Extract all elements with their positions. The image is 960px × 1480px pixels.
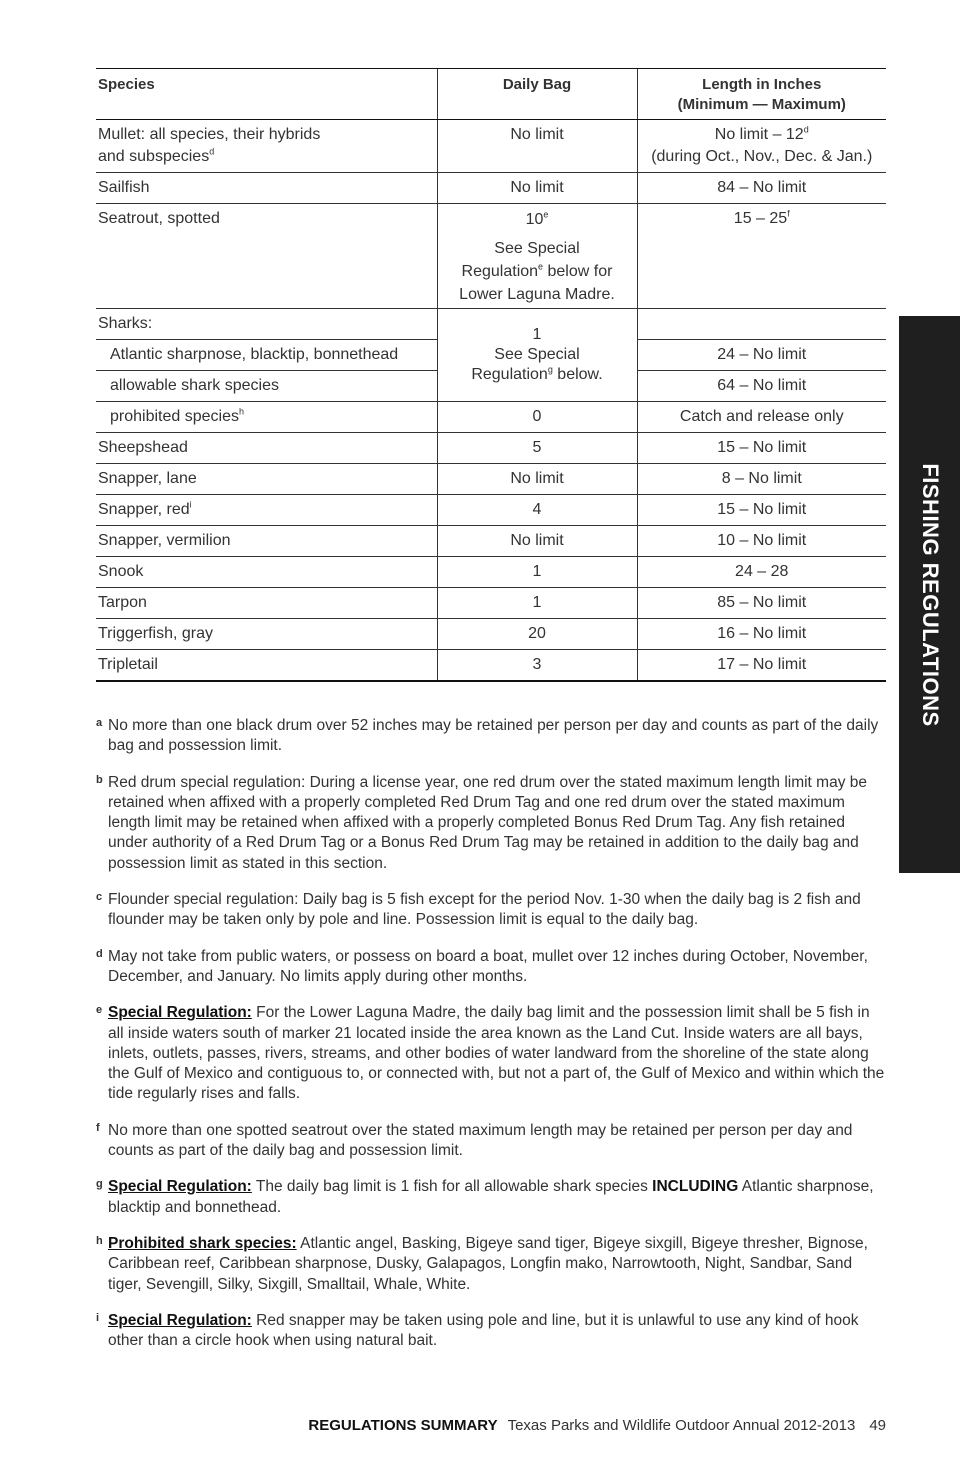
bag-line2: See Special [494,346,580,363]
species-cell [96,526,437,557]
species-cell: Seatrout, spotted [96,204,437,309]
section-side-tab [899,316,960,873]
footnote-lead: Special Regulation: [108,1178,252,1196]
footnote-text: No more than one spotted seatrout over the stated maximum length may be retained per person per day and counts as part of the daily bag and possession limit. [108,1121,853,1160]
length-cell: 85 – No limit [637,588,886,619]
daily-bag-cell: No limit [437,120,637,173]
length-cell: 15 – No limit [637,433,886,464]
table-row [96,495,886,526]
table-row-sailfish [96,173,886,204]
species-cell: Sailfish [96,173,437,204]
footnote-lead: Special Regulation: [108,1311,252,1329]
species-text: Snapper, vermilion [98,532,231,549]
footnote-mark: h [96,1234,103,1247]
daily-bag-cell: No limit [437,526,637,557]
fishing-regulations-table [96,68,886,682]
footnote-f [96,1121,886,1162]
length-cell [637,204,886,309]
length-cell: 24 – 28 [637,557,886,588]
footnote-text: No more than one black drum over 52 inches may be retained per person per day and counts as part of the daily bag and possession limit. [108,717,879,755]
species-cell [96,588,437,619]
page-footer [308,1417,886,1434]
table-row [96,619,886,650]
species-cell [96,557,437,588]
table-row-mullet [96,120,886,173]
length-line2: (during Oct., Nov., Dec. & Jan.) [651,148,873,165]
table-header-row [96,69,886,120]
length-cell: Catch and release only [637,402,886,433]
length-cell: 16 – No limit [637,619,886,650]
species-cell [96,650,437,682]
footnote-text: Flounder special regulation: Daily bag is 5 fish except for the period Nov. 1-30 when the daily bag is 2 fish and flounder may be taken only by pole and line. Possession limit is equal to the daily bag. [108,891,861,929]
daily-bag-cell: 0 [437,402,637,433]
footnote-text: Red snapper may be taken using pole and line, but it is unlawful to use any kind of hook other than a circle hook when using natural bait. [108,1311,859,1350]
species-cell [96,433,437,464]
header-daily-bag: Daily Bag [437,69,637,120]
species-text: Snapper, lane [98,470,197,487]
footnote-c [96,890,886,931]
bag-note-line3: Lower Laguna Madre. [459,286,615,303]
length-cell: 15 – No limit [637,495,886,526]
species-text: Sheepshead [98,439,188,456]
footnote-mark: d [96,947,103,960]
species-text: Tripletail [98,656,158,673]
table-row-sharks-prohibited [96,402,886,433]
footnotes [96,716,886,1367]
species-cell [96,464,437,495]
footnote-ref: f [787,208,790,219]
page-number: 49 [869,1417,886,1434]
daily-bag-cell: No limit [437,173,637,204]
footnote-ref: d [803,124,809,135]
table-row [96,464,886,495]
table-row [96,557,886,588]
bag-note-line2-tail: below for [543,263,613,280]
footnote-mark: c [96,891,103,904]
bag-value: 10 [525,211,544,228]
species-text: Triggerfish, gray [98,625,213,642]
table-row [96,588,886,619]
length-cell: 84 – No limit [637,173,886,204]
species-text: Snook [98,563,144,580]
table-row [96,650,886,682]
bag-note-line2: Regulation [461,263,539,280]
daily-bag-cell: 1 [437,588,637,619]
daily-bag-cell: 5 [437,433,637,464]
footnote-ref: i [189,499,192,510]
footnote-text: May not take from public waters, or possess on board a boat, mullet over 12 inches during October, November, December, and January. No limits apply during other months. [108,947,868,985]
header-length-line2: (Minimum — Maximum) [677,96,846,113]
footnote-mark: i [96,1311,100,1324]
bag-line1: 1 [532,326,542,343]
length-cell: 64 – No limit [637,371,886,402]
species-cell [96,495,437,526]
footnote-text-pre: The daily bag limit is 1 fish for all allowable shark species [251,1178,653,1196]
footnote-emphasis: INCLUDING [652,1178,739,1196]
footnote-text: Red drum special regulation: During a license year, one red drum over the stated maximum length limit may be retained when affixed with a properly completed Red Drum Tag and one red drum over the stated maximum length limit may be retained when affixed with a properly completed Bonus Red Drum Tag. Any fish retained under authority of a Red Drum Tag or a Bonus Red Drum Tag may be retained in addition to the daily bag and possession limit as stated in this section. [108,773,868,872]
footnote-e [96,1003,886,1104]
length-cell: 24 – No limit [637,340,886,371]
header-species: Species [96,69,437,120]
table-row-sharks [96,309,886,340]
species-cell [96,402,437,433]
footnote-ref: d [209,146,215,157]
footnote-text: Atlantic angel, Basking, Bigeye sand tiger, Bigeye sixgill, Bigeye thresher, Bignose, Caribbean reef, Caribbean sharpnose, Dusky, Galapagos, Longfin mako, Narrowtooth, Night, Sandbar, Sand tiger, Sevengill, Silky, Sixgill, Smalltail, Whale, White. [108,1234,868,1293]
header-length-line1: Length in Inches [702,76,822,93]
footnote-h [96,1234,886,1295]
length-cell: 17 – No limit [637,650,886,682]
length-cell [637,120,886,173]
daily-bag-cell: 1 [437,557,637,588]
footnote-text: For the Lower Laguna Madre, the daily bag limit and the possession limit shall be 5 fish in all inside waters south of marker 21 located inside the area known as the Land Cut. Inside waters are all bays, inlets, outlets, passes, rivers, streams, and other bodies of water landward from the shoreline of the state along the Gulf of Mexico and contiguous to, or connected with, but not a part of, the Gulf of Mexico and within which the tide regularly rises and falls. [108,1004,885,1103]
daily-bag-cell [437,204,637,309]
bag-note-line1: See Special [494,240,580,257]
bag-line3: Regulation [471,366,548,383]
footnote-g [96,1177,886,1218]
footnote-mark: b [96,773,103,786]
table-row [96,433,886,464]
species-text: Snapper, red [98,501,190,518]
bag-line3-tail: below. [552,366,603,383]
footnote-i [96,1311,886,1352]
simple-rows [96,433,886,682]
footnote-ref: g [547,364,553,375]
footnote-ref: e [538,261,544,272]
bag-note [442,237,633,306]
footnote-b [96,773,886,874]
footnote-mark: e [96,1004,103,1017]
species-cell: allowable shark species [96,371,437,402]
footnote-lead: Special Regulation: [108,1004,252,1022]
footnote-mark: g [96,1178,103,1191]
daily-bag-cell: No limit [437,464,637,495]
species-text: prohibited species [110,408,239,425]
footnote-d [96,947,886,988]
daily-bag-cell: 20 [437,619,637,650]
footnote-mark: f [96,1121,100,1134]
footer-section: REGULATIONS SUMMARY [308,1417,498,1434]
footer-publication: Texas Parks and Wildlife Outdoor Annual 2012-2013 [507,1417,856,1434]
daily-bag-cell: 4 [437,495,637,526]
species-cell: Atlantic sharpnose, blacktip, bonnethead [96,340,437,371]
footnote-text-post: Atlantic sharpnose, blacktip and bonnethead. [108,1178,874,1216]
length-cell [637,309,886,340]
footnote-a [96,716,886,757]
species-text: Tarpon [98,594,147,611]
side-tab-label: FISHING REGULATIONS [917,462,943,727]
length-cell: 8 – No limit [637,464,886,495]
table-row [96,526,886,557]
header-length [637,69,886,120]
length-value: 15 – 25 [733,210,788,227]
footnote-ref: h [238,406,244,417]
length-cell: 10 – No limit [637,526,886,557]
table-row-seatrout [96,204,886,309]
species-cell [96,120,437,173]
footnote-mark: a [96,717,103,729]
footnote-ref: e [543,209,549,220]
species-cell [96,619,437,650]
sharks-daily-bag-cell [437,309,637,402]
species-cell: Sharks: [96,309,437,340]
species-line1: Mullet: all species, their hybrids [98,126,321,143]
footnote-lead: Prohibited shark species: [108,1234,297,1252]
daily-bag-cell: 3 [437,650,637,682]
length-line1: No limit – 12 [714,126,804,143]
species-line2: and subspecies [98,148,210,165]
